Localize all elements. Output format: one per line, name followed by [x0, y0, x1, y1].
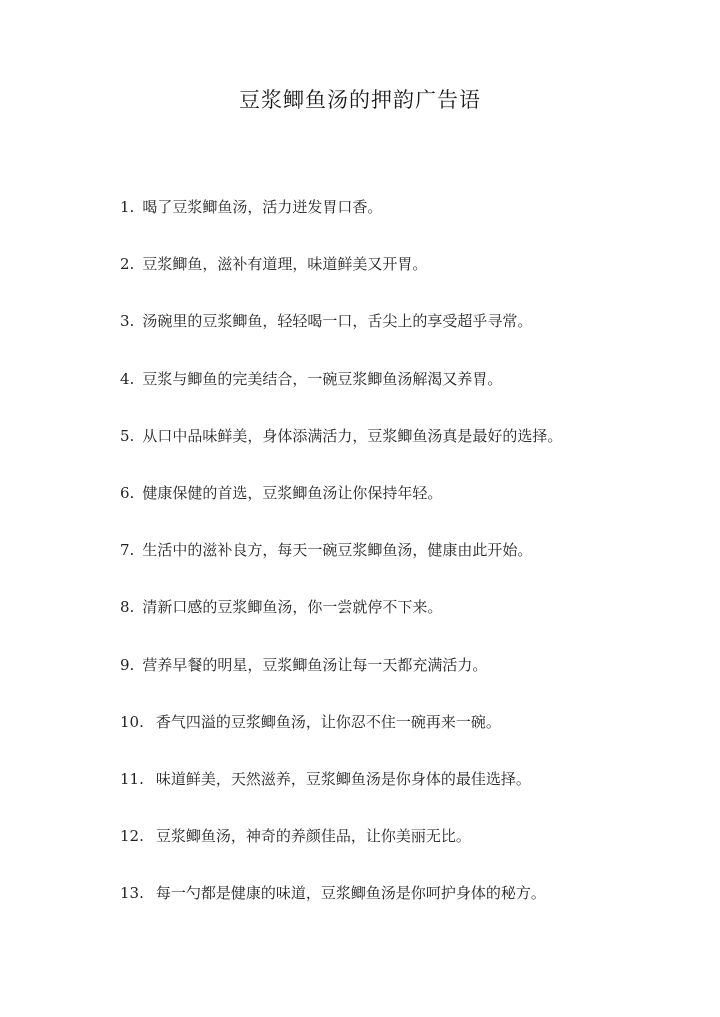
item-number: 1.	[120, 198, 135, 216]
item-text: 豆浆鲫鱼汤，神奇的养颜佳品，让你美丽无比。	[155, 827, 471, 846]
list-item	[120, 879, 700, 936]
list-item	[120, 365, 700, 422]
list-item	[120, 479, 700, 536]
list-item	[120, 651, 700, 708]
item-number: 10.	[120, 712, 144, 731]
list-item	[120, 422, 700, 479]
item-text: 健康保健的首选，豆浆鲫鱼汤让你保持年轻。	[142, 483, 443, 502]
item-number: 11.	[120, 769, 144, 788]
item-number: 13.	[120, 884, 144, 903]
item-number: 8.	[120, 598, 135, 617]
item-text: 汤碗里的豆浆鲫鱼，轻轻喝一口，舌尖上的享受超乎寻常。	[142, 312, 533, 331]
item-text: 生活中的滋补良方，每天一碗豆浆鲫鱼汤，健康由此开始。	[142, 541, 533, 560]
slogan-list	[120, 193, 700, 936]
item-text: 营养早餐的明星，豆浆鲫鱼汤让每一天都充满活力。	[142, 655, 488, 674]
list-item	[120, 307, 700, 364]
item-text: 豆浆与鲫鱼的完美结合，一碗豆浆鲫鱼汤解渴又养胃。	[142, 369, 503, 388]
item-text: 每一勺都是健康的味道，豆浆鲫鱼汤是你呵护身体的秘方。	[155, 884, 546, 903]
item-text: 从口中品味鲜美，身体添满活力，豆浆鲫鱼汤真是最好的选择。	[142, 426, 563, 445]
list-item	[120, 250, 700, 307]
item-number: 3.	[120, 312, 135, 331]
item-text: 清新口感的豆浆鲫鱼汤，你一尝就停不下来。	[142, 598, 443, 617]
item-number: 4.	[120, 369, 135, 388]
list-item	[120, 536, 700, 593]
list-item	[120, 708, 700, 765]
item-text: 香气四溢的豆浆鲫鱼汤，让你忍不住一碗再来一碗。	[155, 712, 501, 731]
item-number: 5.	[120, 426, 135, 445]
list-item	[120, 593, 700, 650]
item-number: 7.	[120, 541, 135, 560]
item-text: 喝了豆浆鲫鱼汤，活力迸发胃口香。	[142, 198, 383, 216]
list-item	[120, 822, 700, 879]
item-number: 6.	[120, 483, 135, 502]
item-text: 味道鲜美，天然滋养，豆浆鲫鱼汤是你身体的最佳选择。	[155, 769, 531, 788]
item-text: 豆浆鲫鱼，滋补有道理，味道鲜美又开胃。	[142, 255, 428, 274]
document-title: 豆浆鲫鱼汤的押韵广告语	[239, 88, 481, 112]
item-number: 2.	[120, 255, 135, 274]
list-item	[120, 193, 700, 250]
item-number: 12.	[120, 827, 144, 846]
list-item	[120, 765, 700, 822]
item-number: 9.	[120, 655, 135, 674]
